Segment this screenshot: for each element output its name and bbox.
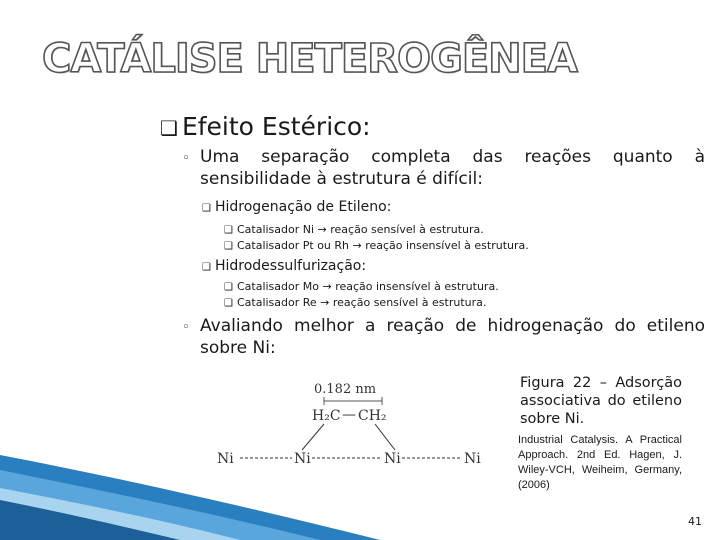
section-2-heading-text: Hidrodessulfurização: [214,258,367,274]
list-item [224,223,484,236]
bond-line [302,424,324,450]
ni-atom: Ni [384,451,401,467]
checkbox-bullet-icon: ❑ [224,298,233,309]
distance-label: 0.182 nm [314,382,377,397]
circle-bullet-icon: ◦ [182,151,190,166]
list-item-text: Catalisador Pt ou Rh → reação insensível à estrutura. [236,239,529,252]
bullet-1-text: Uma separação completa das reações quanto à sensibilidade à estrutura é difícil: [200,147,705,189]
bullet-1 [182,147,705,190]
checkbox-bullet-icon: ❑ [224,282,233,293]
figure-caption: Figura 22 – Adsorção associativa do etileno sobre Ni. [520,375,682,427]
list-item [224,280,499,293]
molecule-left: H₂C [312,408,341,424]
circle-bullet-icon: ◦ [182,320,190,335]
section-heading-hydrogenation [202,199,391,215]
list-item-text: Catalisador Ni → reação sensível à estrutura. [236,223,484,236]
list-item [224,239,529,252]
molecule-bond: — [342,407,356,423]
list-item-text: Catalisador Mo → reação insensível à estrutura. [236,280,499,293]
ni-atom: Ni [217,451,234,467]
list-item-text: Catalisador Re → reação sensível à estrutura. [236,296,487,309]
section-heading-hds [202,258,366,274]
ni-atom: Ni [294,451,311,467]
ethylene-adsorption-figure [212,378,502,468]
checkbox-bullet-icon: ❑ [224,241,233,252]
page-number: 41 [688,515,702,528]
subtitle [160,112,371,141]
bullet-2 [182,316,705,359]
molecule-right: CH₂ [358,408,387,424]
checkbox-bullet-icon: ❑ [160,116,178,140]
figure-reference: Industrial Catalysis. A Practical Approach. 2nd Ed. Hagen, J. Wiley-VCH, Weiheim, Germany, (2006) [518,434,682,491]
bond-line [375,424,395,450]
checkbox-bullet-icon: ❑ [202,203,211,214]
list-item [224,296,486,309]
section-1-heading-text: Hidrogenação de Etileno: [214,199,392,215]
ni-atom: Ni [464,451,481,467]
bullet-2-text: Avaliando melhor a reação de hidrogenação do etileno sobre Ni: [200,316,705,358]
checkbox-bullet-icon: ❑ [224,225,233,236]
checkbox-bullet-icon: ❑ [202,262,211,273]
subtitle-text: Efeito Estérico: [181,112,371,141]
page-title: CATÁLISE HETEROGÊNEA [42,36,577,82]
